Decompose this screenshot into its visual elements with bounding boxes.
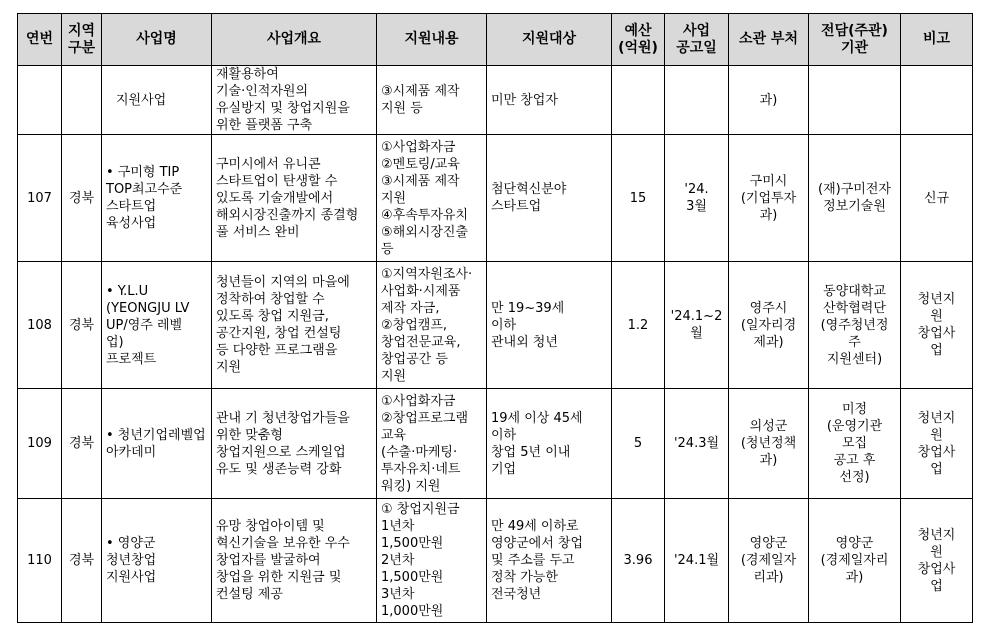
header-name: 사업명 [102, 14, 212, 66]
cell-agency: 영양군 (경제일자리 과) [809, 499, 901, 623]
table-row [18, 262, 973, 389]
cell-content: ①사업화자금 ②창업프로그램 교육 (수출·마케팅· 투자유치·네트 워킹) 지원 [377, 389, 487, 499]
header-overview: 사업개요 [212, 14, 377, 66]
cell-overview: 재활용하여 기술·인적자원의 유실방지 및 창업지원을 위한 플랫폼 구축 [212, 66, 377, 135]
cell-content: ①지역자원조사· 사업화·시제품 제작 자금, ②창업캠프, 창업전문교육, 창업공간 등 지원 [377, 262, 487, 389]
cell-no: 110 [18, 499, 62, 623]
header-ministry: 소관 부처 [729, 14, 809, 66]
cell-note: 신규 [901, 135, 973, 262]
header-agency: 전담(주관) 기관 [809, 14, 901, 66]
header-date: 사업 공고일 [665, 14, 729, 66]
cell-overview: 관내 기 청년창업가들을 위한 맞춤형 창업지원으로 스케일업 유도 및 생존능력 강화 [212, 389, 377, 499]
cell-region: 경북 [62, 135, 102, 262]
cell-budget: 15 [612, 135, 665, 262]
cell-name: • 청년기업레벨업 아카데미 [102, 389, 212, 499]
cell-ministry: 구미시 (기업투자 과) [729, 135, 809, 262]
cell-note: 청년지 원 창업사 업 [901, 499, 973, 623]
table-row [18, 389, 973, 499]
cell-note [901, 66, 973, 135]
cell-target: 만 49세 이하로 영양군에서 창업 및 주소를 두고 정착 가능한 전국청년 [487, 499, 612, 623]
cell-date: '24.1~2 월 [665, 262, 729, 389]
table-row [18, 499, 973, 623]
cell-ministry: 영주시 (일자리경 제과) [729, 262, 809, 389]
cell-ministry: 과) [729, 66, 809, 135]
cell-ministry: 영양군 (경제일자 리과) [729, 499, 809, 623]
cell-overview: 청년들이 지역의 마을에 정착하여 창업할 수 있도록 창업 지원금, 공간지원, 창업 컨설팅 등 다양한 프로그램을 지원 [212, 262, 377, 389]
cell-budget: 3.96 [612, 499, 665, 623]
cell-name: • 영양군 청년창업 지원사업 [102, 499, 212, 623]
table-row [18, 135, 973, 262]
cell-region: 경북 [62, 262, 102, 389]
cell-target: 19세 이상 45세 이하 창업 5년 이내 기업 [487, 389, 612, 499]
cell-date: '24. 3월 [665, 135, 729, 262]
cell-date [665, 66, 729, 135]
cell-target: 만 19~39세 이하 관내외 청년 [487, 262, 612, 389]
header-row [18, 14, 973, 66]
header-note: 비고 [901, 14, 973, 66]
cell-overview: 유망 창업아이템 및 혁신기술을 보유한 우수 창업자를 발굴하여 창업을 위한 지원금 및 컨설팅 제공 [212, 499, 377, 623]
cell-agency: (재)구미전자 정보기술원 [809, 135, 901, 262]
cell-agency [809, 66, 901, 135]
header-target: 지원대상 [487, 14, 612, 66]
cell-content: ③시제품 제작 지원 등 [377, 66, 487, 135]
table-row [18, 66, 973, 135]
cell-name: • Y.L.U (YEONGJU LV UP/영주 레벨 업) 프로젝트 [102, 262, 212, 389]
cell-note: 청년지 원 창업사 업 [901, 389, 973, 499]
cell-date: '24.1월 [665, 499, 729, 623]
cell-budget [612, 66, 665, 135]
cell-no: 109 [18, 389, 62, 499]
cell-ministry: 의성군 (청년정책 과) [729, 389, 809, 499]
cell-content: ① 창업지원금 1년차 1,500만원 2년차 1,500만원 3년차 1,000만원 [377, 499, 487, 623]
cell-no: 108 [18, 262, 62, 389]
header-no: 연번 [18, 14, 62, 66]
cell-content: ①사업화자금 ②멘토링/교육 ③시제품 제작 지원 ④후속투자유치 ⑤해외시장진출 등 [377, 135, 487, 262]
cell-name: • 구미형 TIP TOP최고수준 스타트업 육성사업 [102, 135, 212, 262]
header-region: 지역 구분 [62, 14, 102, 66]
cell-budget: 1.2 [612, 262, 665, 389]
cell-region [62, 66, 102, 135]
header-content: 지원내용 [377, 14, 487, 66]
business-table [17, 13, 973, 623]
cell-region: 경북 [62, 389, 102, 499]
cell-target: 미만 창업자 [487, 66, 612, 135]
cell-region: 경북 [62, 499, 102, 623]
cell-agency: 동양대학교 산학협력단 (영주청년정 주 지원센터) [809, 262, 901, 389]
cell-name: 지원사업 [102, 66, 212, 135]
cell-date: '24.3월 [665, 389, 729, 499]
cell-overview: 구미시에서 유니콘 스타트업이 탄생할 수 있도록 기술개발에서 해외시장진출까지 종결형 풀 서비스 완비 [212, 135, 377, 262]
cell-target: 첨단혁신분야 스타트업 [487, 135, 612, 262]
cell-no [18, 66, 62, 135]
cell-no: 107 [18, 135, 62, 262]
cell-note: 청년지 원 창업사 업 [901, 262, 973, 389]
cell-budget: 5 [612, 389, 665, 499]
cell-agency: 미정 (운영기관 모집 공고 후 선정) [809, 389, 901, 499]
header-budget: 예산 (억원) [612, 14, 665, 66]
